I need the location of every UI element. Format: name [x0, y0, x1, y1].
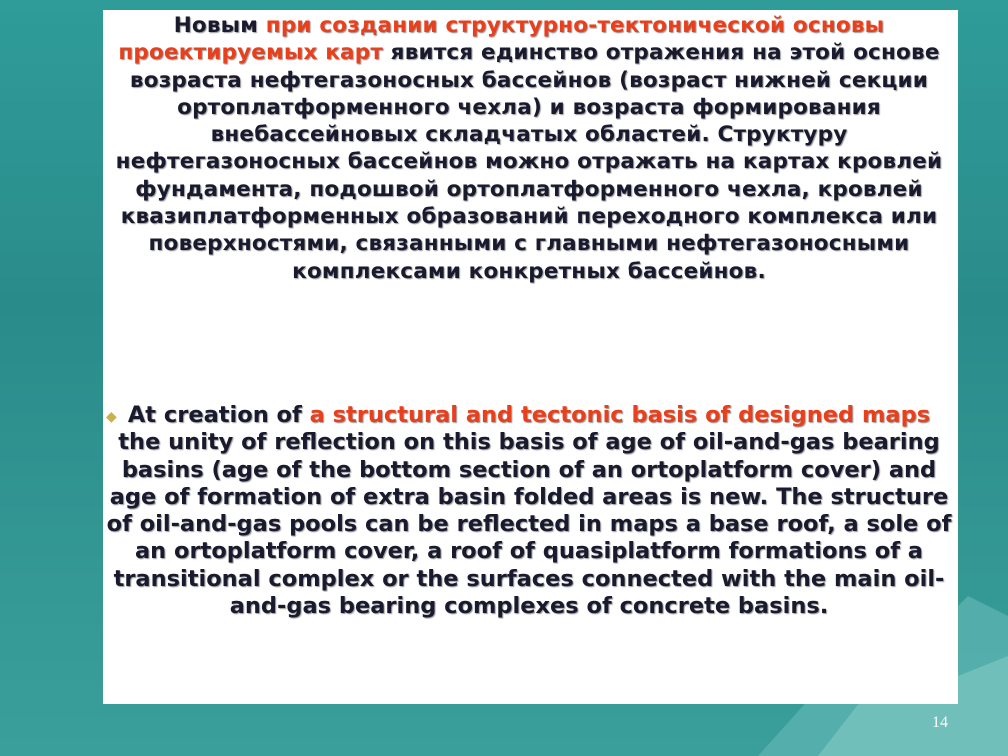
russian-paragraph	[107, 12, 951, 285]
slide-number: 14	[932, 714, 948, 731]
diamond-bullet-icon: ◆	[106, 409, 117, 425]
slide-content-panel	[103, 10, 958, 704]
russian-text-start: Новым	[173, 13, 266, 38]
english-highlight: a structural and tectonic basis of designed maps	[309, 402, 931, 428]
english-text-start: At creation of	[127, 402, 310, 428]
russian-highlight: при создании структурно-тектонической основы проектируемых карт	[118, 13, 885, 66]
english-paragraph	[103, 402, 955, 620]
english-text-rest: the unity of reflection on this basis of age of oil-and-gas bearing basins (age of the bottom section of an ortoplatform cover) and age of formation of extra basin folded areas is new. The structure of oil-and-gas pools can be reflected in maps a base roof, a sole of an ortoplatform cover, a roof of quasiplatform formations of a transitional complex or the surfaces connected with the main oil-and-gas bearing complexes of concrete basins.	[106, 429, 952, 620]
russian-text-rest: явится единство отражения на этой основе возраста нефтегазоносных бассейнов (возраст нижней секции ортоплатформенного чехла) и возраста формирования внебассейновых складчатых областей. Структуру нефтегазоносных бассейнов можно отражать на картах кровлей фундамента, подошвой ортоплатформенного чехла, кровлей квазиплатформенных образований переходного комплекса или поверхностями, связанными с главными нефтегазоносными комплексами конкретных бассейнов.	[115, 40, 943, 284]
